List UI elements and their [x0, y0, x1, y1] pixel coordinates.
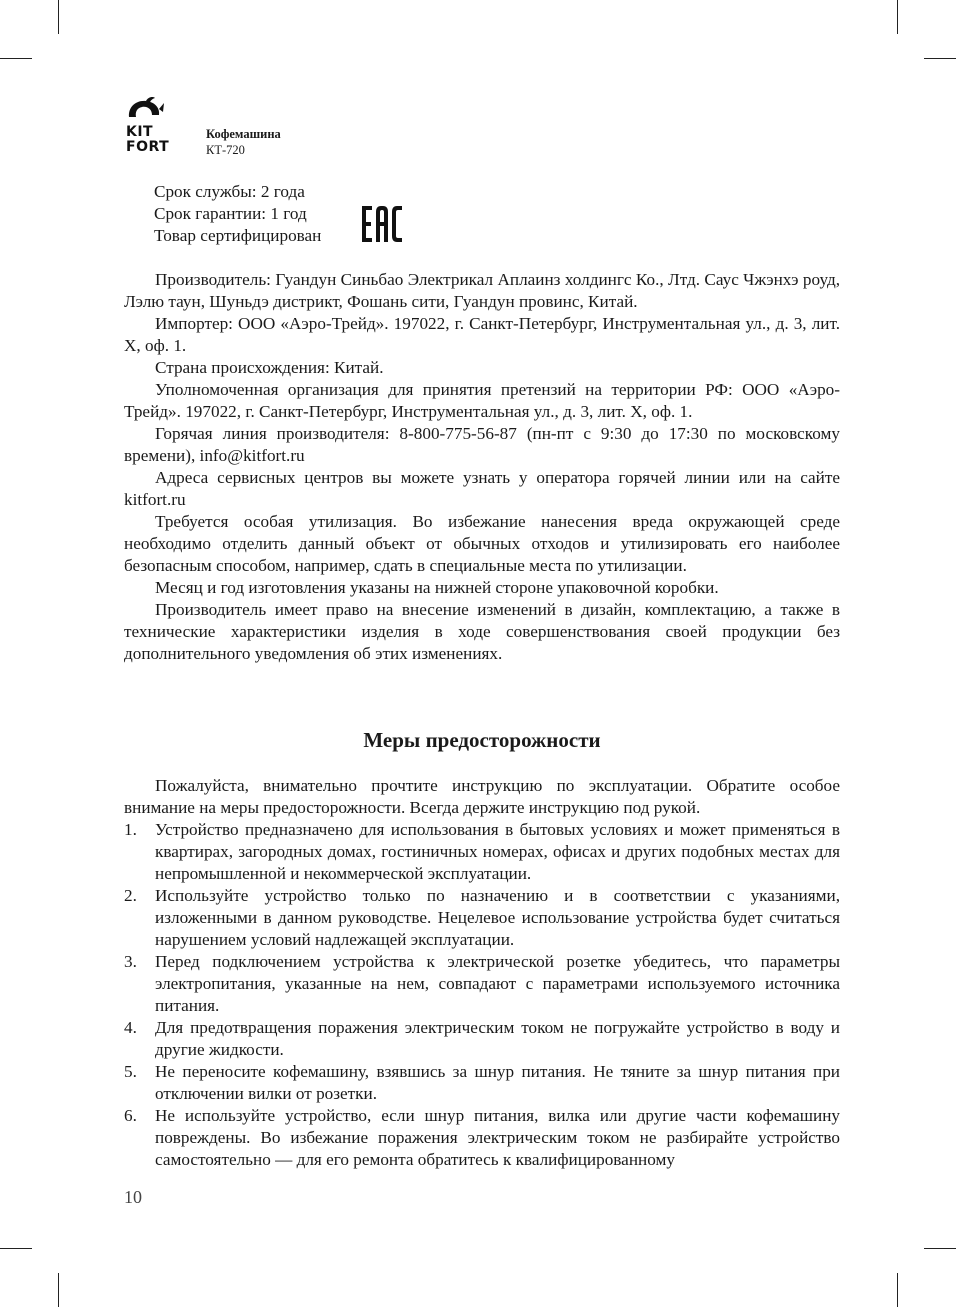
crop-mark [924, 58, 956, 59]
hotline-paragraph: Горячая линия производителя: 8-800-775-56-87 (пн-пт с 9:30 до 17:30 по московскому времени), info@kitfort.ru [124, 424, 840, 465]
safety-section [124, 775, 840, 1171]
list-item [124, 1061, 840, 1105]
crop-mark [0, 1248, 32, 1249]
manufacturer-paragraph: Производитель: Гуандун Синьбао Электрикал Аплаинз холдингс Ко., Лтд. Саус Чжэнхэ роуд, Лэлю таун, Шуньдэ дистрикт, Фошань сити, Гуандун провинс, Китай. [124, 270, 840, 311]
service-info [154, 181, 321, 247]
section-title: Меры предосторожности [363, 728, 601, 752]
crop-mark [0, 58, 32, 59]
list-item-number: 3. [124, 952, 137, 971]
list-item-number: 2. [124, 886, 137, 905]
product-name: Кофемашина [206, 127, 281, 141]
disposal-paragraph: Требуется особая утилизация. Во избежание нанесения вреда окружающей среде необходимо отделить данный объект от обычных отходов и утилизировать его наиболее безопасным способом, например, сдать в специальные места по утилизации. [124, 512, 840, 575]
list-item [124, 819, 840, 885]
changes-paragraph: Производитель имеет право на внесение изменений в дизайн, комплектацию, а также в технические характеристики изделия в ходе совершенствования своей продукции без дополнительного уведомления об этих изменениях. [124, 600, 840, 663]
importer-paragraph: Импортер: ООО «Аэро-Трейд». 197022, г. Санкт-Петербург, Инструментальная ул., д. 3, лит. Х, оф. 1. [124, 314, 840, 355]
list-item-text: Используйте устройство только по назначению и в соответствии с указаниями, изложенными в данном руководстве. Нецелевое использование устройства будет считаться нарушением условий надлежащей эксплуатации. [155, 886, 840, 949]
certification-note: Товар сертифицирован [154, 226, 322, 245]
crop-mark [897, 1273, 898, 1307]
list-item-number: 1. [124, 820, 137, 839]
whale-icon [126, 95, 166, 123]
list-item [124, 1105, 840, 1171]
page-number: 10 [124, 1187, 142, 1207]
list-item-text: Устройство предназначено для использования в бытовых условиях и может применяться в квартирах, загородных домах, гостиничных номерах, офисах и других подобных местах для непромышленной и некоммерческой эксплуатации. [155, 820, 840, 883]
service-life: Срок службы: 2 года [154, 182, 305, 201]
list-item [124, 1017, 840, 1061]
manufacture-date-paragraph: Месяц и год изготовления указаны на нижней стороне упаковочной коробки. [155, 578, 719, 597]
list-item-number: 5. [124, 1062, 137, 1081]
crop-mark [924, 1248, 956, 1249]
crop-mark [897, 0, 898, 34]
crop-mark [58, 0, 59, 34]
claims-paragraph: Уполномоченная организация для принятия претензий на территории РФ: ООО «Аэро-Трейд». 197022, г. Санкт-Петербург, Инструментальная ул., д. 3, лит. Х, оф. 1. [124, 380, 840, 421]
list-item-text: Не переносите кофемашину, взявшись за шнур питания. Не тяните за шнур питания при отключении вилки от розетки. [155, 1062, 840, 1103]
list-item-number: 4. [124, 1018, 137, 1037]
service-centers-paragraph: Адреса сервисных центров вы можете узнать у оператора горячей линии или на сайте kitfort.ru [124, 468, 840, 509]
logo-line-fort: FORT [126, 139, 170, 155]
origin-paragraph: Страна происхождения: Китай. [155, 358, 384, 377]
kitfort-logo [122, 95, 194, 157]
eac-certification-mark [361, 204, 403, 244]
list-item-text: Для предотвращения поражения электрическим током не погружайте устройство в воду и другие жидкости. [155, 1018, 840, 1059]
safety-intro: Пожалуйста, внимательно прочтите инструкцию по эксплуатации. Обратите особое внимание на меры предосторожности. Всегда держите инструкцию под рукой. [124, 776, 840, 817]
list-item [124, 885, 840, 951]
logo-line-kit: KIT [126, 124, 154, 140]
product-label [206, 126, 281, 158]
list-item-number: 6. [124, 1106, 137, 1125]
list-item [124, 951, 840, 1017]
list-item-text: Не используйте устройство, если шнур питания, вилка или другие части кофемашину повреждены. Во избежание поражения электрическим током не разбирайте устройство самостоятельно — для его ремонта обратитесь к квалифицированному [155, 1106, 840, 1169]
list-item-text: Перед подключением устройства к электрической розетке убедитесь, что параметры электропитания, указанные на нем, совпадают с параметрами используемого источника питания. [155, 952, 840, 1015]
legal-info [124, 269, 840, 665]
page-header [122, 95, 422, 165]
product-model: КТ-720 [206, 143, 245, 157]
warranty-period: Срок гарантии: 1 год [154, 204, 307, 223]
crop-mark [58, 1273, 59, 1307]
safety-list [124, 819, 840, 1171]
logo-wordmark [126, 125, 169, 155]
